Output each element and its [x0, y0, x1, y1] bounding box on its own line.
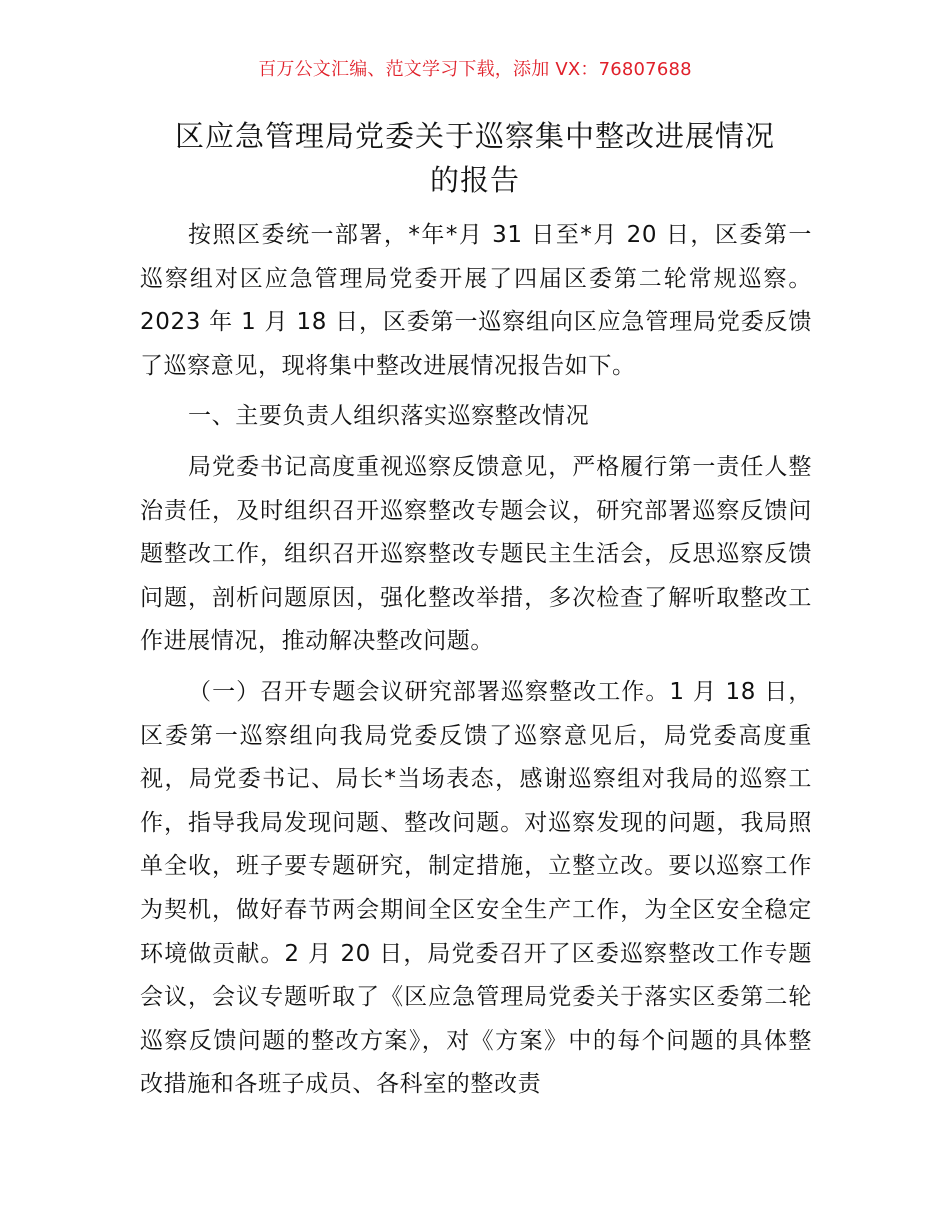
- subsection-paragraph-1: （一）召开专题会议研究部署巡察整改工作。1 月 18 日，区委第一巡察组向我局党委反馈了巡察意见后，局党委高度重视，局党委书记、局长*当场表态，感谢巡察组对我局的巡察工作，指导我局发现问题、整改问题。对巡察发现的问题，我局照单全收，班子要专题研究，制定措施，立整立改。要以巡察工作为契机，做好春节两会期间全区安全生产工作，为全区安全稳定环境做贡献。2 月 20 日，局党委召开了区委巡察整改工作专题会议，会议专题听取了《区应急管理局党委关于落实区委第二轮巡察反馈问题的整改方案》，对《方案》中的每个问题的具体整改措施和各班子成员、各科室的整改责: [140, 678, 812, 1098]
- intro-paragraph: 按照区委统一部署，*年*月 31 日至*月 20 日，区委第一巡察组对区应急管理局党委开展了四届区委第二轮常规巡察。2023 年 1 月 18 日，区委第一巡察组向区应急管理局党委反馈了巡察意见，现将集中整改进展情况报告如下。: [140, 222, 812, 379]
- body-paragraph: 局党委书记高度重视巡察反馈意见，严格履行第一责任人整治责任，及时组织召开巡察整改专题会议，研究部署巡察反馈问题整改工作，组织召开巡察整改专题民主生活会，反思巡察反馈问题，剖析问题原因，强化整改举措，多次检查了解听取整改工作进展情况，推动解决整改问题。: [140, 453, 812, 655]
- document-title-line-2: 的报告: [429, 163, 520, 197]
- document-title-line-1: 区应急管理局党委关于巡察集中整改进展情况: [174, 119, 775, 153]
- download-banner: 百万公文汇编、范文学习下载，添加 VX：76807688: [258, 59, 692, 80]
- document-body: [140, 214, 812, 1107]
- section-heading-1: 一、主要负责人组织落实巡察整改情况: [188, 403, 590, 430]
- document-title: [100, 114, 850, 202]
